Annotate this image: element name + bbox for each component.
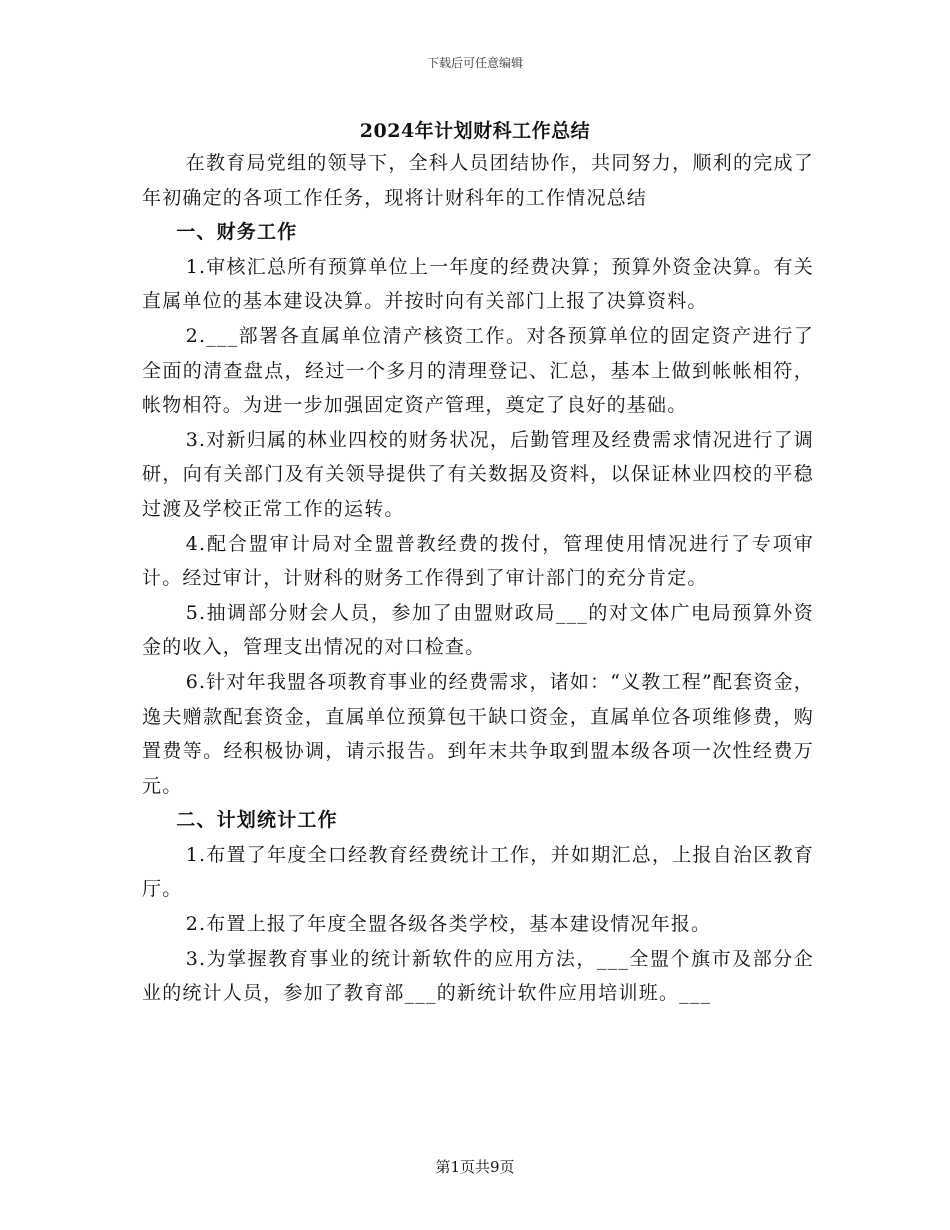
section-heading-finance: 一、财务工作	[176, 221, 298, 244]
finance-item-3: 3.对新归属的林业四校的财务状况，后勤管理及经费需求情况进行了调研，向有关部门及有关领导提供了有关数据及资料，以保证林业四校的平稳过渡及学校正常工作的运转。	[142, 428, 814, 520]
planning-item-1: 1.布置了年度全口经教育经费统计工作，并如期汇总，上报自治区教育厅。	[142, 843, 814, 901]
planning-item-2: 2.布置上报了年度全盟各级各类学校，基本建设情况年报。	[185, 913, 712, 936]
page-footer-number: 第1页共9页	[435, 1158, 515, 1176]
page-header-note: 下载后可任意编辑	[426, 56, 523, 70]
finance-item-2: 2.___部署各直属单位清产核资工作。对各预算单位的固定资产进行了全面的清查盘点，经过一个多月的清理登记、汇总，基本上做到帐帐相符，帐物相符。为进一步加强固定资产管理，奠定了良好的基础。	[142, 324, 814, 417]
finance-item-1: 1.审核汇总所有预算单位上一年度的经费决算；预算外资金决算。有关直属单位的基本建设决算。并按时向有关部门上报了决算资料。	[142, 255, 814, 313]
document-title: 2024年计划财科工作总结	[359, 120, 591, 142]
finance-item-4: 4.配合盟审计局对全盟普教经费的拨付，管理使用情况进行了专项审计。经过审计，计财科的财务工作得到了审计部门的充分肯定。	[142, 532, 814, 590]
finance-item-5: 5.抽调部分财会人员，参加了由盟财政局___的对文体广电局预算外资金的收入，管理支出情况的对口检查。	[142, 601, 814, 659]
intro-paragraph: 在教育局党组的领导下，全科人员团结协作，共同努力，顺利的完成了年初确定的各项工作任务，现将计财科年的工作情况总结	[142, 152, 814, 209]
finance-item-6: 6.针对年我盟各项教育事业的经费需求，诸如：“义教工程”配套资金，逸夫赠款配套资金，直属单位预算包干缺口资金，直属单位各项维修费，购置费等。经积极协调，请示报告。到年末共争取到盟本级各项一次性经费万元。	[142, 670, 814, 797]
planning-item-3: 3.为掌握教育事业的统计新软件的应用方法，___全盟个旗市及部分企业的统计人员，参加了教育部___的新统计软件应用培训班。___	[142, 947, 814, 1005]
section-heading-planning: 二、计划统计工作	[176, 809, 338, 832]
document-body	[142, 146, 814, 1011]
